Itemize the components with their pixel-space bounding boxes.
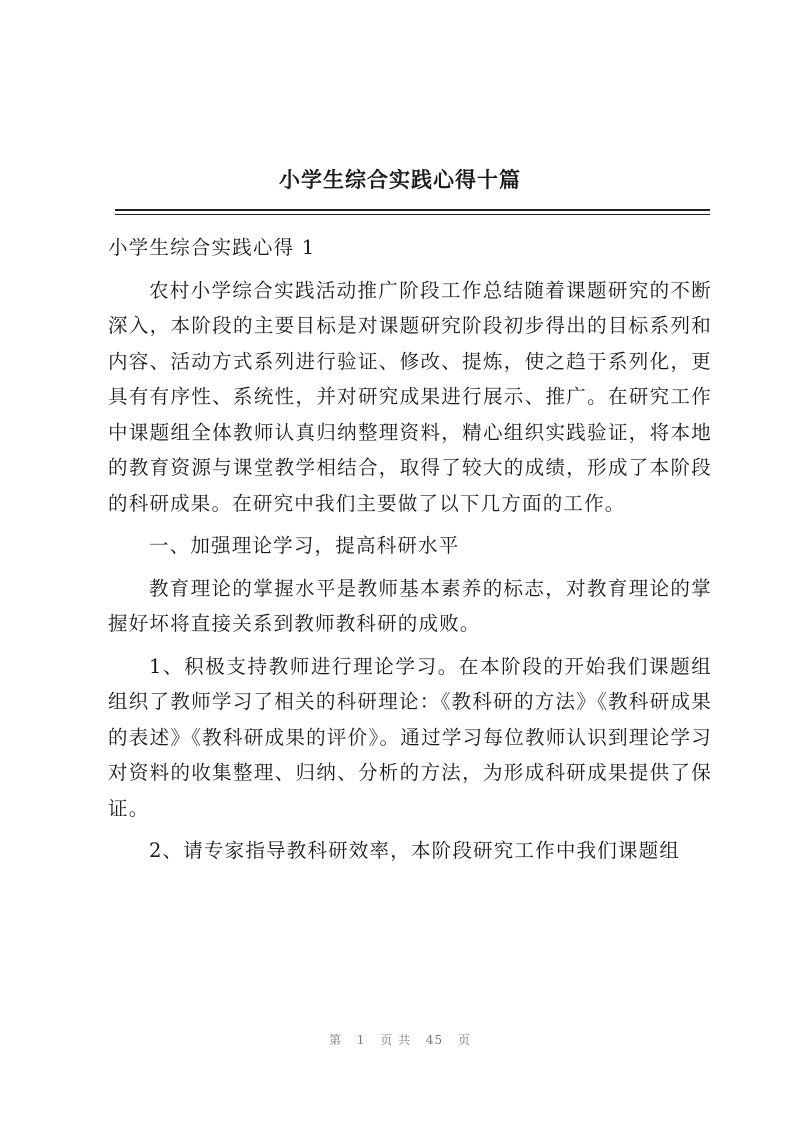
subheading-paragraph: 一、加强理论学习，提高科研水平 <box>148 534 460 557</box>
body-paragraph: 2、请专家指导教科研效率，本阶段研究工作中我们课题组 <box>148 839 681 862</box>
body-paragraph: 1、积极支持教师进行理论学习。在本阶段的开始我们课题组组织了教师学习了相关的科研理论：《教科研的方法》《教科研成果的表述》《教科研成果的评价》。通过学习每位教师认识到理论学习对资料的收集整理、归纳、分析的方法，为形成科研成果提供了保证。 <box>108 654 712 820</box>
document-body <box>108 230 712 876</box>
footer-middle: 页 共 <box>380 1033 412 1047</box>
footer-suffix: 页 <box>458 1033 472 1047</box>
footer-page-number: 1 <box>356 1033 366 1047</box>
body-paragraph: 农村小学综合实践活动推广阶段工作总结随着课题研究的不断深入，本阶段的主要目标是对课题研究阶段初步得出的目标系列和内容、活动方式系列进行验证、修改、提炼，使之趋于系列化，更具有有序性、系统性，并对研究成果进行展示、推广。在研究工作中课题组全体教师认真归纳整理资料，精心组织实践验证，将本地的教育资源与课堂教学相结合，取得了较大的成绩，形成了本阶段的科研成果。在研究中我们主要做了以下几方面的工作。 <box>108 278 712 515</box>
title-divider-thin <box>115 214 710 215</box>
title-divider <box>115 209 710 211</box>
page-footer <box>0 1031 800 1048</box>
footer-prefix: 第 <box>328 1033 342 1047</box>
section-heading: 小学生综合实践心得 1 <box>108 236 316 259</box>
page-title: 小学生综合实践心得十篇 <box>279 168 521 192</box>
footer-total-pages: 45 <box>425 1033 444 1047</box>
body-paragraph: 教育理论的掌握水平是教师基本素养的标志，对教育理论的掌握好坏将直接关系到教师教科研的成败。 <box>108 576 712 635</box>
